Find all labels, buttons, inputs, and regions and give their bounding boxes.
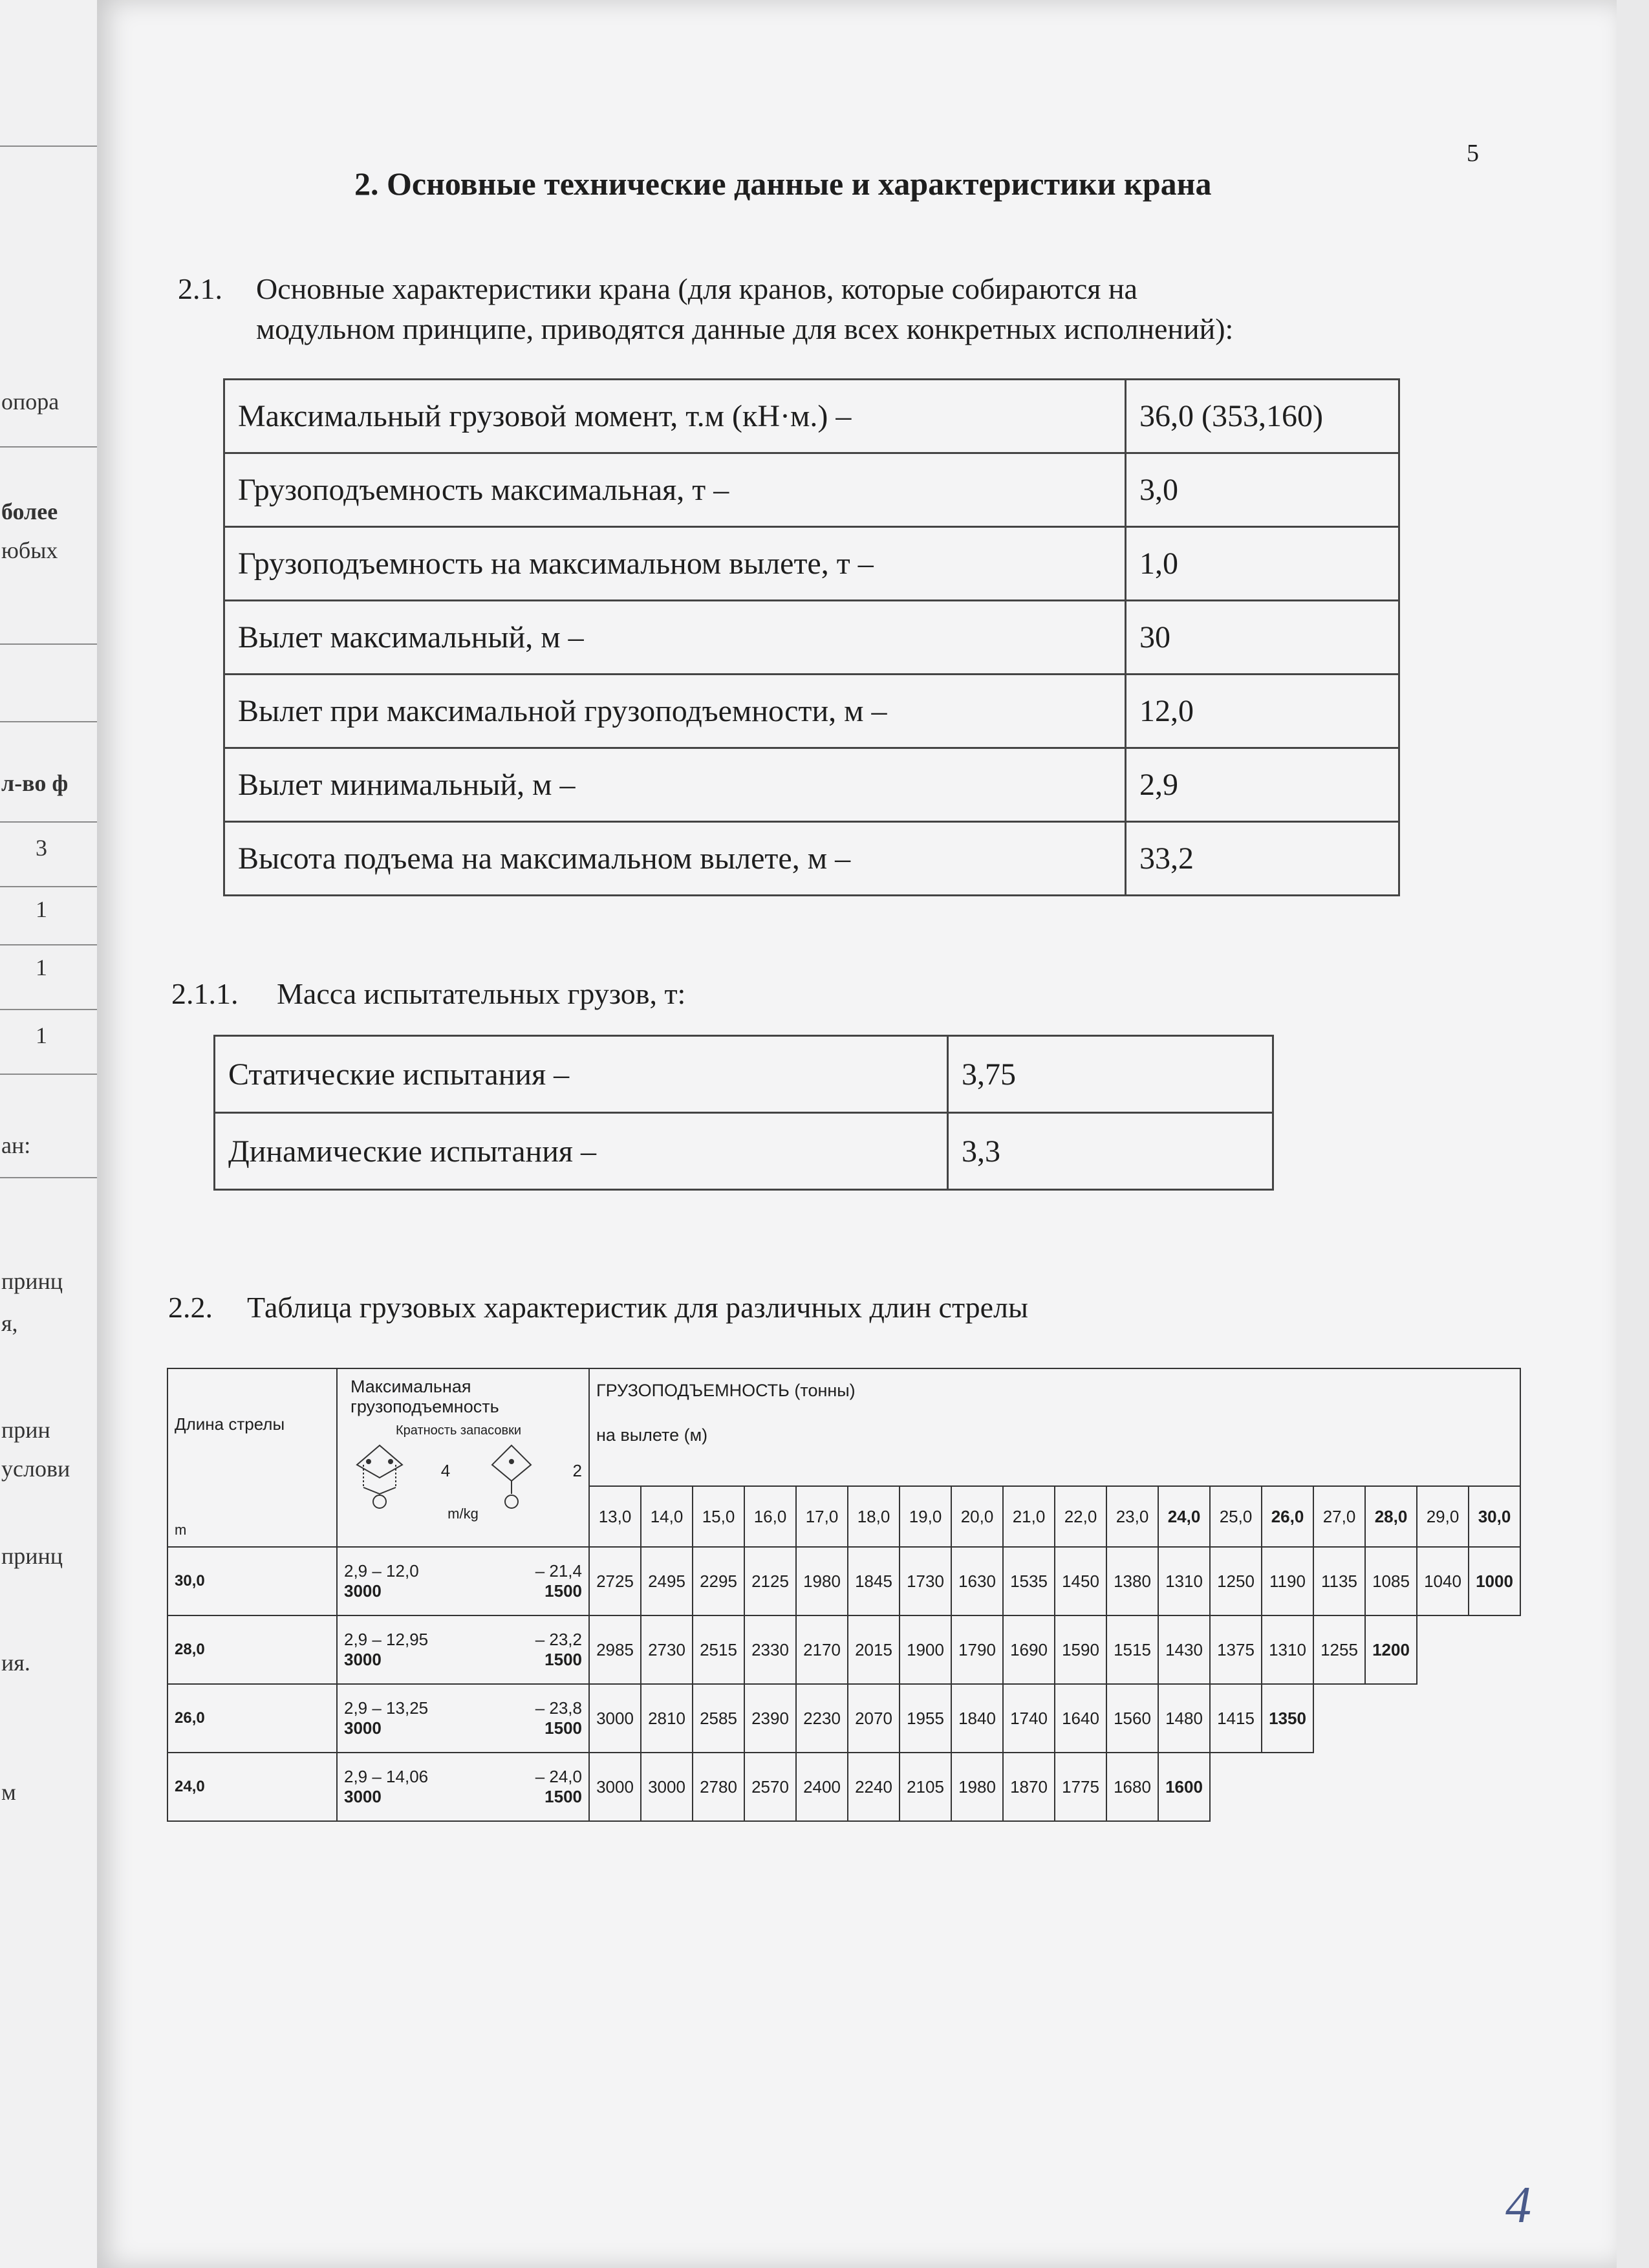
prev-fragment: более <box>1 499 58 524</box>
test-label: Динамические испытания – <box>215 1113 948 1190</box>
capacity-cell: 2810 <box>641 1684 693 1753</box>
previous-page-edge <box>0 0 99 2268</box>
table-row <box>224 748 1399 822</box>
section-title: 2. Основные технические данные и характеристики крана <box>354 166 1212 202</box>
max-load-kg: 3000 <box>344 1718 382 1738</box>
capacity-cell: 2015 <box>848 1615 900 1684</box>
test-value: 3,3 <box>948 1113 1273 1190</box>
paragraph-2-1-1-text: Масса испытательных грузов, т: <box>277 977 686 1010</box>
max-capacity-cell <box>337 1753 589 1821</box>
capacity-cell: 1840 <box>951 1684 1003 1753</box>
capacity-cell: 2400 <box>796 1753 848 1821</box>
radius-header-cell: 24,0 <box>1158 1486 1210 1547</box>
capacity-cell: 1310 <box>1262 1615 1313 1684</box>
radius-header-cell: 14,0 <box>641 1486 693 1547</box>
capacity-cell: 2240 <box>848 1753 900 1821</box>
radius-header-cell: 26,0 <box>1262 1486 1313 1547</box>
table-row <box>224 527 1399 601</box>
table-row <box>224 675 1399 748</box>
paragraph-2-2-number: 2.2. <box>168 1291 213 1324</box>
table-row <box>167 1547 1520 1615</box>
prev-fragment: ан: <box>1 1132 31 1158</box>
prev-fragment: принц <box>1 1543 63 1569</box>
table-row <box>167 1615 1520 1684</box>
load-capacity-table <box>167 1368 1521 1822</box>
radius-header-cell: 23,0 <box>1106 1486 1158 1547</box>
empty-cell <box>1365 1684 1417 1753</box>
capacity-cell: 1690 <box>1003 1615 1055 1684</box>
capacity-cell: 1480 <box>1158 1684 1210 1753</box>
capacity-cell: 1775 <box>1055 1753 1106 1821</box>
empty-cell <box>1210 1753 1262 1821</box>
capacity-cell: 3000 <box>589 1684 641 1753</box>
test-label: Статические испытания – <box>215 1036 948 1113</box>
capacity-cell: 3000 <box>641 1753 693 1821</box>
capacity-cell: 1250 <box>1210 1547 1262 1615</box>
table-row <box>215 1113 1273 1190</box>
reeving-2-label: 2 <box>572 1461 582 1480</box>
capacity-cell: 1000 <box>1469 1547 1520 1615</box>
capacity-cell: 1190 <box>1262 1547 1313 1615</box>
capacity-cell: 2330 <box>744 1615 796 1684</box>
capacity-cell: 2390 <box>744 1684 796 1753</box>
spec-label: Грузоподъемность на максимальном вылете, т – <box>224 527 1126 601</box>
capacity-cell: 2125 <box>744 1547 796 1615</box>
empty-cell <box>1262 1753 1313 1821</box>
capacity-cell: 2295 <box>693 1547 744 1615</box>
max-load-kg: 3000 <box>344 1787 382 1806</box>
capacity-cell: 1450 <box>1055 1547 1106 1615</box>
radius-header-cell: 19,0 <box>900 1486 951 1547</box>
capacity-cell: 2725 <box>589 1547 641 1615</box>
end-load-kg: 1500 <box>544 1718 582 1738</box>
capacity-cell: 2515 <box>693 1615 744 1684</box>
prev-fragment: 1 <box>36 1022 47 1048</box>
capacity-cell: 1955 <box>900 1684 951 1753</box>
capacity-cell: 1535 <box>1003 1547 1055 1615</box>
table-row <box>224 822 1399 896</box>
spec-value: 33,2 <box>1126 822 1399 896</box>
capacity-header <box>589 1368 1520 1486</box>
capacity-cell: 2070 <box>848 1684 900 1753</box>
table-row <box>224 380 1399 453</box>
capacity-cell: 2170 <box>796 1615 848 1684</box>
radius-header-cell: 25,0 <box>1210 1486 1262 1547</box>
capacity-cell: 1870 <box>1003 1753 1055 1821</box>
unit-m-kg: m/kg <box>447 1506 479 1522</box>
boom-length-cell: 26,0 <box>167 1684 337 1753</box>
radius-header-cell: 27,0 <box>1313 1486 1365 1547</box>
reeving-diagram <box>344 1442 582 1513</box>
radius-header-cell: 22,0 <box>1055 1486 1106 1547</box>
empty-cell <box>1417 1615 1469 1684</box>
prev-fragment: услови <box>1 1456 70 1482</box>
empty-cell <box>1469 1615 1520 1684</box>
capacity-cell: 1380 <box>1106 1547 1158 1615</box>
capacity-label: ГРУЗОПОДЪЕМНОСТЬ (тонны) <box>596 1381 856 1400</box>
capacity-cell: 1085 <box>1365 1547 1417 1615</box>
capacity-cell: 2985 <box>589 1615 641 1684</box>
main-specs-table <box>223 378 1400 896</box>
prev-fragment: 1 <box>36 955 47 980</box>
empty-cell <box>1417 1753 1469 1821</box>
prev-fragment: принц <box>1 1268 63 1294</box>
paragraph-2-1-line2: модульном принципе, приводятся данные для всех конкретных исполнений): <box>256 312 1234 345</box>
handwritten-page-mark: 4 <box>1505 2177 1531 2234</box>
radius-end: – 23,8 <box>535 1698 582 1718</box>
capacity-cell: 3000 <box>589 1753 641 1821</box>
capacity-cell: 1255 <box>1313 1615 1365 1684</box>
radius-header-cell: 21,0 <box>1003 1486 1055 1547</box>
reeving-4-label: 4 <box>440 1461 451 1480</box>
capacity-cell: 2230 <box>796 1684 848 1753</box>
radius-header-cell: 17,0 <box>796 1486 848 1547</box>
capacity-cell: 1590 <box>1055 1615 1106 1684</box>
spec-label: Максимальный грузовой момент, т.м (кН·м.) – <box>224 380 1126 453</box>
radius-end: – 23,2 <box>535 1630 582 1649</box>
capacity-cell: 1310 <box>1158 1547 1210 1615</box>
capacity-cell: 1790 <box>951 1615 1003 1684</box>
radius-end: – 24,0 <box>535 1767 582 1786</box>
table-row <box>167 1684 1520 1753</box>
max-capacity-cell <box>337 1615 589 1684</box>
capacity-cell: 1560 <box>1106 1684 1158 1753</box>
spec-value: 3,0 <box>1126 453 1399 527</box>
max-capacity-cell <box>337 1547 589 1615</box>
capacity-cell: 1200 <box>1365 1615 1417 1684</box>
radius-header-cell: 29,0 <box>1417 1486 1469 1547</box>
spec-label: Вылет минимальный, м – <box>224 748 1126 822</box>
table-row <box>224 601 1399 675</box>
boom-length-cell: 24,0 <box>167 1753 337 1821</box>
empty-cell <box>1365 1753 1417 1821</box>
prev-fragment: л-во ф <box>1 770 69 796</box>
table-row <box>215 1036 1273 1113</box>
radius-label: на вылете (м) <box>596 1425 708 1445</box>
radius-end: – 21,4 <box>535 1561 582 1581</box>
capacity-cell: 1730 <box>900 1547 951 1615</box>
boom-length-header <box>167 1368 337 1547</box>
reeving-label: Кратность запасовки <box>396 1423 522 1438</box>
max-capacity-label: Максимальная грузоподъемность <box>350 1377 499 1416</box>
radius-range: 2,9 – 12,95 <box>344 1630 429 1649</box>
pulley-4-icon <box>344 1442 415 1513</box>
table-header-row <box>167 1368 1520 1486</box>
capacity-cell: 1415 <box>1210 1684 1262 1753</box>
radius-header-cell: 18,0 <box>848 1486 900 1547</box>
spec-value: 1,0 <box>1126 527 1399 601</box>
capacity-cell: 1350 <box>1262 1684 1313 1753</box>
radius-range: 2,9 – 12,0 <box>344 1561 419 1581</box>
empty-cell <box>1469 1753 1520 1821</box>
capacity-cell: 2730 <box>641 1615 693 1684</box>
capacity-cell: 1900 <box>900 1615 951 1684</box>
capacity-cell: 1375 <box>1210 1615 1262 1684</box>
prev-fragment: я, <box>1 1310 18 1336</box>
boom-length-label: Длина стрелы <box>175 1414 285 1434</box>
radius-header-cell: 20,0 <box>951 1486 1003 1547</box>
empty-cell <box>1313 1684 1365 1753</box>
capacity-cell: 1600 <box>1158 1753 1210 1821</box>
capacity-cell: 1630 <box>951 1547 1003 1615</box>
max-load-kg: 3000 <box>344 1650 382 1669</box>
test-value: 3,75 <box>948 1036 1273 1113</box>
max-capacity-cell <box>337 1684 589 1753</box>
paragraph-2-1-1-number: 2.1.1. <box>171 977 239 1010</box>
radius-range: 2,9 – 13,25 <box>344 1698 429 1718</box>
prev-fragment: опора <box>1 389 59 415</box>
spec-label: Высота подъема на максимальном вылете, м – <box>224 822 1126 896</box>
paragraph-2-1-number: 2.1. <box>178 272 222 305</box>
spec-label: Вылет при максимальной грузоподъемности, м – <box>224 675 1126 748</box>
empty-cell <box>1469 1684 1520 1753</box>
capacity-cell: 2105 <box>900 1753 951 1821</box>
capacity-cell: 1680 <box>1106 1753 1158 1821</box>
capacity-cell: 1640 <box>1055 1684 1106 1753</box>
capacity-cell: 1980 <box>951 1753 1003 1821</box>
empty-cell <box>1417 1684 1469 1753</box>
max-capacity-header <box>337 1368 589 1547</box>
capacity-cell: 1135 <box>1313 1547 1365 1615</box>
spec-value: 2,9 <box>1126 748 1399 822</box>
radius-header-cell: 30,0 <box>1469 1486 1520 1547</box>
table-row <box>224 453 1399 527</box>
capacity-cell: 2570 <box>744 1753 796 1821</box>
boom-length-cell: 30,0 <box>167 1547 337 1615</box>
table-row <box>167 1753 1520 1821</box>
capacity-cell: 1980 <box>796 1547 848 1615</box>
max-load-kg: 3000 <box>344 1581 382 1601</box>
capacity-cell: 1040 <box>1417 1547 1469 1615</box>
radius-header-cell: 28,0 <box>1365 1486 1417 1547</box>
spec-value: 12,0 <box>1126 675 1399 748</box>
end-load-kg: 1500 <box>544 1650 582 1669</box>
boom-length-cell: 28,0 <box>167 1615 337 1684</box>
spec-label: Грузоподъемность максимальная, т – <box>224 453 1126 527</box>
capacity-cell: 1430 <box>1158 1615 1210 1684</box>
test-mass-table <box>213 1035 1274 1191</box>
prev-fragment: прин <box>1 1417 50 1443</box>
prev-fragment: юбых <box>1 537 58 563</box>
prev-fragment: 3 <box>36 835 47 861</box>
paragraph-2-2-text: Таблица грузовых характеристик для различных длин стрелы <box>247 1291 1028 1324</box>
prev-fragment: м <box>1 1779 16 1805</box>
end-load-kg: 1500 <box>544 1581 582 1601</box>
pulley-2-icon <box>476 1442 547 1513</box>
prev-fragment: 1 <box>36 896 47 922</box>
capacity-cell: 1845 <box>848 1547 900 1615</box>
spec-label: Вылет максимальный, м – <box>224 601 1126 675</box>
radius-header-cell: 13,0 <box>589 1486 641 1547</box>
boom-unit: m <box>175 1522 187 1538</box>
radius-header-cell: 15,0 <box>693 1486 744 1547</box>
capacity-cell: 2585 <box>693 1684 744 1753</box>
end-load-kg: 1500 <box>544 1787 582 1806</box>
page-number: 5 <box>1467 140 1479 167</box>
radius-header-cell: 16,0 <box>744 1486 796 1547</box>
spec-value: 36,0 (353,160) <box>1126 380 1399 453</box>
capacity-cell: 1740 <box>1003 1684 1055 1753</box>
capacity-cell: 2495 <box>641 1547 693 1615</box>
prev-fragment: ия. <box>1 1650 30 1676</box>
paragraph-2-1-line1: Основные характеристики крана (для кранов, которые собираются на <box>256 272 1137 305</box>
spec-value: 30 <box>1126 601 1399 675</box>
capacity-cell: 2780 <box>693 1753 744 1821</box>
capacity-cell: 1515 <box>1106 1615 1158 1684</box>
radius-range: 2,9 – 14,06 <box>344 1767 429 1786</box>
empty-cell <box>1313 1753 1365 1821</box>
